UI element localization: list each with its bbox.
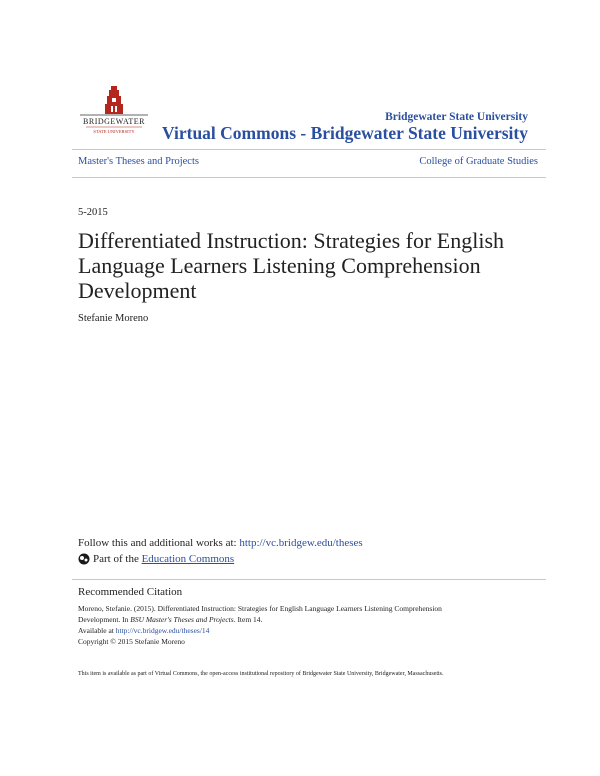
citation-divider: [72, 579, 546, 580]
education-commons-link[interactable]: Education Commons: [141, 553, 235, 565]
paper-author: Stefanie Moreno: [78, 313, 149, 324]
masters-theses-link[interactable]: Master's Theses and Projects: [78, 156, 199, 167]
citation-line-1: Moreno, Stefanie. (2015). Differentiated Instruction: Strategies for English Language Learners Listening Comprehension: [78, 604, 442, 613]
footer-note: This item is available as part of Virtual Commons, the open-access institutional repository of Bridgewater State University, Bridgewater, Massachusetts.: [78, 671, 444, 677]
citation-series: BSU Master's Theses and Projects: [130, 615, 234, 624]
logo-wordmark: BRIDGEWATER: [83, 117, 145, 126]
repository-header: [162, 111, 528, 144]
follow-text: Follow this and additional works at:: [78, 537, 240, 549]
recommended-citation-heading: Recommended Citation: [78, 586, 183, 598]
logo-subtext: STATE UNIVERSITY: [93, 129, 135, 134]
commons-network-icon: [78, 553, 90, 565]
citation-line-2: [78, 614, 518, 625]
part-of-line: [78, 553, 234, 565]
publication-date: 5-2015: [78, 207, 108, 218]
university-name[interactable]: Bridgewater State University: [385, 111, 528, 123]
citation-available: [78, 625, 518, 636]
citation-copyright: Copyright © 2015 Stefanie Moreno: [78, 637, 185, 646]
part-of-text: Part of the: [93, 553, 139, 565]
paper-title: Differentiated Instruction: Strategies for English Language Learners Listening Comprehension Development: [78, 228, 505, 303]
header-divider: [72, 149, 546, 150]
graduate-studies-link[interactable]: College of Graduate Studies: [419, 156, 538, 167]
bridgewater-logo: [78, 84, 150, 136]
repository-title[interactable]: Virtual Commons - Bridgewater State University: [162, 123, 528, 143]
citation-block: [78, 603, 518, 647]
follow-url-link[interactable]: http://vc.bridgew.edu/theses: [239, 537, 363, 549]
follow-line: [78, 537, 363, 549]
citation-line-2-prefix: Development. In: [78, 615, 131, 624]
tower-icon: [78, 84, 150, 136]
citation-line-2-suffix: . Item 14.: [233, 615, 263, 624]
citation-url-link[interactable]: http://vc.bridgew.edu/theses/14: [115, 626, 210, 635]
nav-divider: [72, 177, 546, 178]
citation-available-prefix: Available at: [78, 626, 116, 635]
